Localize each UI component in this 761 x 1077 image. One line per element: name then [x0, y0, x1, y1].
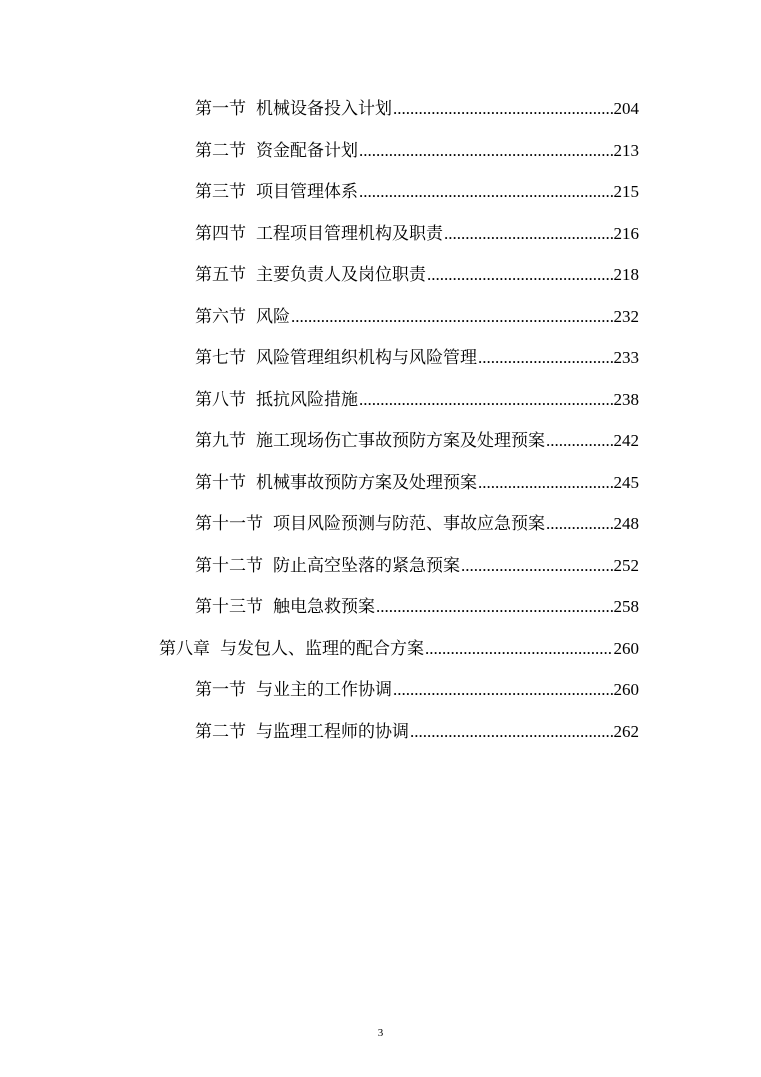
toc-entry-label: 第十三节 — [195, 597, 263, 617]
toc-entry-page: 252 — [613, 556, 639, 575]
toc-entry-title: 资金配备计划 — [256, 141, 358, 161]
toc-entry-label: 第一节 — [195, 680, 246, 700]
toc-entry-title: 与发包人、监理的配合方案 — [220, 639, 424, 659]
toc-entry-label: 第九节 — [195, 431, 246, 451]
toc-entry[interactable] — [195, 385, 639, 415]
toc-entry[interactable] — [195, 260, 639, 290]
toc-entry-page: 213 — [613, 141, 639, 160]
toc-entry-title: 与业主的工作协调 — [256, 680, 392, 700]
toc-entry-page: 245 — [613, 473, 639, 492]
toc-entry-label: 第五节 — [195, 265, 246, 285]
toc-entry[interactable] — [195, 343, 639, 373]
toc-entry-label: 第二节 — [195, 722, 246, 742]
toc-entry[interactable] — [195, 675, 639, 705]
toc-dot-leader — [393, 675, 613, 705]
toc-entry[interactable] — [195, 551, 639, 581]
toc-dot-leader — [393, 94, 613, 124]
toc-entry-title: 抵抗风险措施 — [256, 390, 358, 410]
toc-entry[interactable] — [195, 302, 639, 332]
toc-entry-label: 第七节 — [195, 348, 246, 368]
toc-entry[interactable] — [195, 177, 639, 207]
toc-entry-page: 258 — [613, 597, 639, 616]
toc-entry-page: 242 — [613, 431, 639, 450]
toc-entry[interactable] — [195, 219, 639, 249]
toc-dot-leader — [376, 592, 613, 622]
toc-entry[interactable] — [195, 468, 639, 498]
toc-entry-title: 触电急救预案 — [273, 597, 375, 617]
toc-dot-leader — [359, 136, 613, 166]
toc-entry-title: 机械设备投入计划 — [256, 99, 392, 119]
toc-dot-leader — [444, 219, 613, 249]
toc-entry-label: 第十节 — [195, 473, 246, 493]
toc-dot-leader — [359, 177, 613, 207]
toc-entry[interactable] — [195, 509, 639, 539]
toc-dot-leader — [427, 260, 613, 290]
toc-entry-label: 第六节 — [195, 307, 246, 327]
toc-entry-label: 第十二节 — [195, 556, 263, 576]
toc-dot-leader — [546, 509, 613, 539]
toc-entry-page: 260 — [613, 680, 639, 699]
toc-entry[interactable] — [195, 426, 639, 456]
toc-entry-page: 233 — [613, 348, 639, 367]
toc-entry-page: 204 — [613, 99, 639, 118]
toc-entry-title: 风险管理组织机构与风险管理 — [256, 348, 477, 368]
toc-entry-page: 262 — [613, 722, 639, 741]
toc-dot-leader — [478, 343, 613, 373]
toc-entry-page: 238 — [613, 390, 639, 409]
toc-entry-title: 项目风险预测与防范、事故应急预案 — [273, 514, 545, 534]
toc-entry-title: 风险 — [256, 307, 290, 327]
toc-entry-title: 防止高空坠落的紧急预案 — [273, 556, 460, 576]
toc-entry[interactable] — [195, 592, 639, 622]
toc-entry-title: 机械事故预防方案及处理预案 — [256, 473, 477, 493]
toc-entry-label: 第十一节 — [195, 514, 263, 534]
toc-entry-label: 第三节 — [195, 182, 246, 202]
toc-entry-label: 第八章 — [159, 639, 210, 659]
toc-entry-label: 第四节 — [195, 224, 246, 244]
toc-entry-label: 第八节 — [195, 390, 246, 410]
toc-dot-leader — [291, 302, 613, 332]
toc-dot-leader — [546, 426, 613, 456]
toc-dot-leader — [478, 468, 613, 498]
page-number: 3 — [377, 1027, 384, 1039]
toc-entry-title: 工程项目管理机构及职责 — [256, 224, 443, 244]
toc-dot-leader — [359, 385, 613, 415]
toc-entry[interactable] — [195, 94, 639, 124]
toc-entry-page: 218 — [613, 265, 639, 284]
toc-entry-page: 232 — [613, 307, 639, 326]
toc-dot-leader — [461, 551, 613, 581]
toc-entry[interactable] — [195, 136, 639, 166]
toc-entry-title: 主要负责人及岗位职责 — [256, 265, 426, 285]
toc-dot-leader — [410, 717, 613, 747]
toc-entry-page: 216 — [613, 224, 639, 243]
toc-entry-title: 项目管理体系 — [256, 182, 358, 202]
toc-entry-title: 施工现场伤亡事故预防方案及处理预案 — [256, 431, 545, 451]
toc-entry-page: 260 — [613, 639, 639, 658]
toc-entry-page: 215 — [613, 182, 639, 201]
toc-dot-leader — [425, 634, 613, 664]
toc-chapter-entry[interactable] — [159, 634, 639, 664]
toc-entry-label: 第二节 — [195, 141, 246, 161]
toc-entry-title: 与监理工程师的协调 — [256, 722, 409, 742]
toc-entry-page: 248 — [613, 514, 639, 533]
toc-entry-label: 第一节 — [195, 99, 246, 119]
toc-entry[interactable] — [195, 717, 639, 747]
